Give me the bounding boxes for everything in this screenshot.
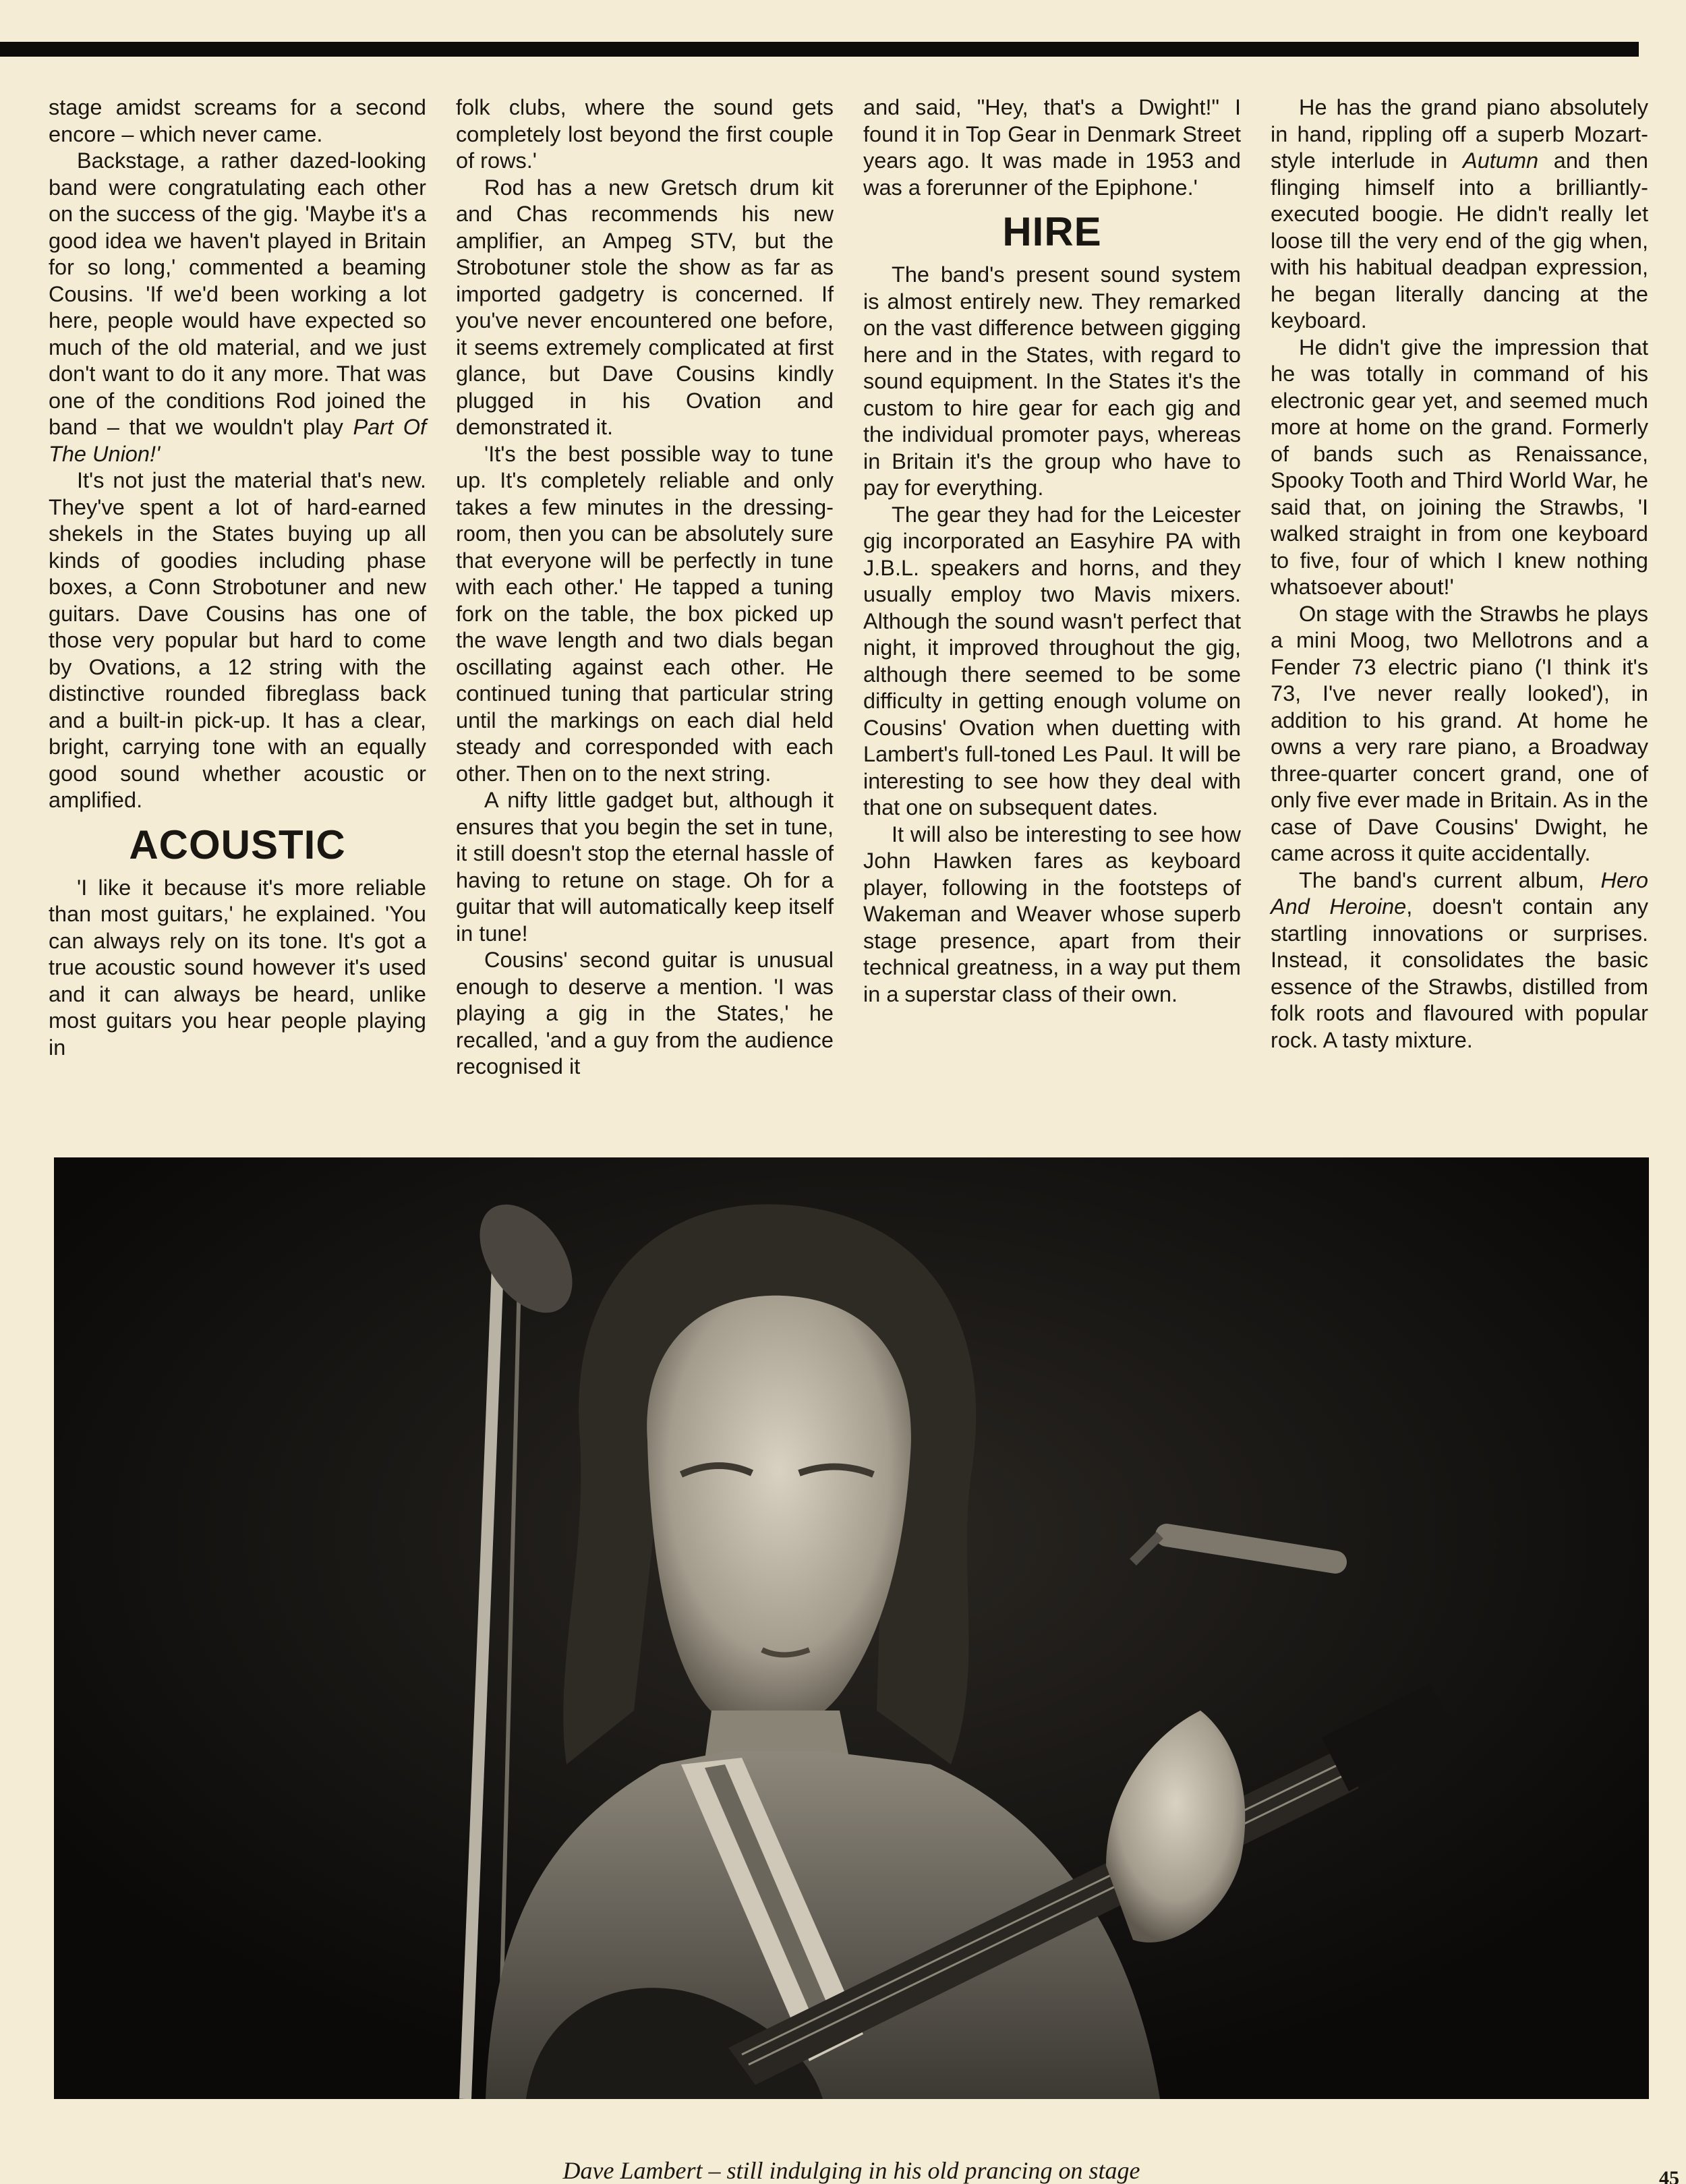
paragraph — [863, 502, 1241, 822]
paragraph — [863, 262, 1241, 502]
paragraph — [49, 875, 426, 1062]
italic-title: Part Of The Union!' — [49, 415, 426, 466]
column-4 — [1271, 94, 1648, 1054]
column-3 — [863, 94, 1241, 1008]
paragraph — [456, 787, 834, 947]
section-heading: HIRE — [1002, 209, 1102, 254]
paragraph-text: He has the grand piano absolutely in hand, rippling off a superb Mozart-style interlude in — [1271, 95, 1648, 173]
paragraph-text: folk clubs, where the sound gets completely lost beyond the first couple of rows.' — [456, 95, 834, 173]
paragraph-text: The band's present sound system is almost entirely new. They remarked on the vast difference between gigging here and in the States, with regard to sound equipment. In the States it's the custom to hire gear for each gig and the individual promoter pays, whereas in Britain it's the group who have to pay for everything. — [863, 262, 1241, 500]
paragraph — [456, 441, 834, 788]
paragraph — [1271, 94, 1648, 335]
section-heading: ACOUSTIC — [129, 822, 346, 867]
paragraph-text: The gear they had for the Leicester gig incorporated an Easyhire PA with J.B.L. speakers and horns, and they usually employ two Mavis mixers. Although the sound wasn't perfect that night, it improved throughout the gig, although there seemed to be some difficulty in getting enough volume on Cousins' Ovation when duetting with Lambert's full-toned Les Paul. It will be interesting to see how they deal with that one on subsequent dates. — [863, 502, 1241, 820]
paragraph-text: 'I like it because it's more reliable than most guitars,' he explained. 'You can always rely on its tone. It's got a true acoustic sound however it's used and it can always be heard, unlike most guitars you hear people playing in — [49, 875, 426, 1060]
paragraph — [49, 467, 426, 814]
paragraph-text: Cousins' second guitar is unusual enough to deserve a mention. 'I was playing a gig in the States,' he recalled, 'and a guy from the audience recognised it — [456, 948, 834, 1079]
paragraph — [456, 175, 834, 441]
paragraph-text: Rod has a new Gretsch drum kit and Chas recommends his new amplifier, an Ampeg STV, but the Strobotuner stole the show as far as imported gadgetry is concerned. If you've never encountered one before, it seems extremely complicated at first glance, but Dave Cousins kindly plugged in his Ovation and demonstrated it. — [456, 175, 834, 439]
paragraph-text: The band's current album, — [1299, 867, 1601, 892]
paragraph — [49, 148, 426, 467]
top-rule — [0, 42, 1639, 57]
paragraph-text: Backstage, a rather dazed-looking band were congratulating each other on the success of the gig. 'Maybe it's a good idea we haven't played in Britain for so long,' commented a beaming Cousins. 'If we'd been working a lot here, people would have expected so much of the old material, and we just don't want to do it any more. That was one of the conditions Rod joined the band – that we wouldn't play — [49, 148, 426, 439]
paragraph — [1271, 335, 1648, 601]
italic-title: Hero And Heroine — [1271, 867, 1648, 919]
column-1 — [49, 94, 426, 1061]
paragraph-text: He didn't give the impression that he was totally in command of his electronic gear yet, and seemed much more at home on the grand. Formerly of bands such as Renaissance, Spooky Tooth and Third World War, he said that, on joining the Strawbs, 'I walked straight in from one keyboard to five, four of which I knew nothing whatsoever about!' — [1271, 335, 1648, 599]
paragraph-text: On stage with the Strawbs he plays a mini Moog, two Mellotrons and a Fender 73 electric piano ('I think it's 73, I've never really looked'), in addition to his grand. At home he owns a very rare piano, a Broadway three-quarter concert grand, one of only five ever made in Britain. As in the case of Dave Cousins' Dwight, he came across it quite accidentally. — [1271, 601, 1649, 865]
italic-title: Autumn — [1463, 148, 1539, 173]
paragraph — [456, 94, 834, 175]
page-number: 45 — [1659, 2171, 1679, 2184]
paragraph — [49, 94, 426, 148]
paragraph-text: stage amidst screams for a second encore – which never came. — [49, 95, 426, 146]
concert-photo — [54, 1157, 1649, 2099]
paragraph — [863, 822, 1241, 1008]
paragraph-text: A nifty little gadget but, although it ensures that you begin the set in tune, it still doesn't stop the eternal hassle of having to retune on stage. Oh for a guitar that will automatically keep itself in tune! — [456, 788, 834, 946]
paragraph-text: , doesn't contain any startling innovations or surprises. Instead, it consolidates the basic essence of the Strawbs, distilled from folk roots and flavoured with popular rock. A tasty mixture. — [1271, 894, 1649, 1052]
paragraph — [1271, 867, 1648, 1054]
paragraph-text: 'It's the best possible way to tune up. It's completely reliable and only takes a few minutes in the dressing-room, then you can be absolutely sure that everyone will be perfectly in tune with each other.' He tapped a tuning fork on the table, the box picked up the wave length and two dials began oscillating against each other. He continued tuning that particular string until the markings on each dial held steady and corresponded with each other. Then on to the next string. — [456, 441, 834, 786]
paragraph — [456, 947, 834, 1081]
paragraph — [863, 94, 1241, 201]
paragraph-text: and said, "Hey, that's a Dwight!" I found it in Top Gear in Denmark Street years ago. It was made in 1953 and was a forerunner of the Epiphone.' — [863, 95, 1241, 200]
paragraph-text: It's not just the material that's new. They've spent a lot of hard-earned shekels in the States buying up all kinds of goodies including phase boxes, a Conn Strobotuner and new guitars. Dave Cousins has one of those very popular but hard to come by Ovations, a 12 string with the distinctive rounded fibreglass back and a built-in pick-up. It has a clear, bright, carrying tone with an equally good sound whether acoustic or amplified. — [49, 468, 426, 812]
paragraph-text: It will also be interesting to see how John Hawken fares as keyboard player, following in the footsteps of Wakeman and Weaver whose superb stage presence, apart from their technical greatness, in a way put them in a superstar class of their own. — [863, 822, 1241, 1006]
column-2 — [456, 94, 834, 1081]
paragraph-text: and then flinging himself into a brilliantly-executed boogie. He didn't really let loose till the very end of the gig when, with his habitual deadpan expression, he began literally dancing at the keyboard. — [1271, 148, 1648, 333]
paragraph — [1271, 601, 1648, 867]
photo-caption: Dave Lambert – still indulging in his old prancing on stage — [562, 2157, 1140, 2184]
